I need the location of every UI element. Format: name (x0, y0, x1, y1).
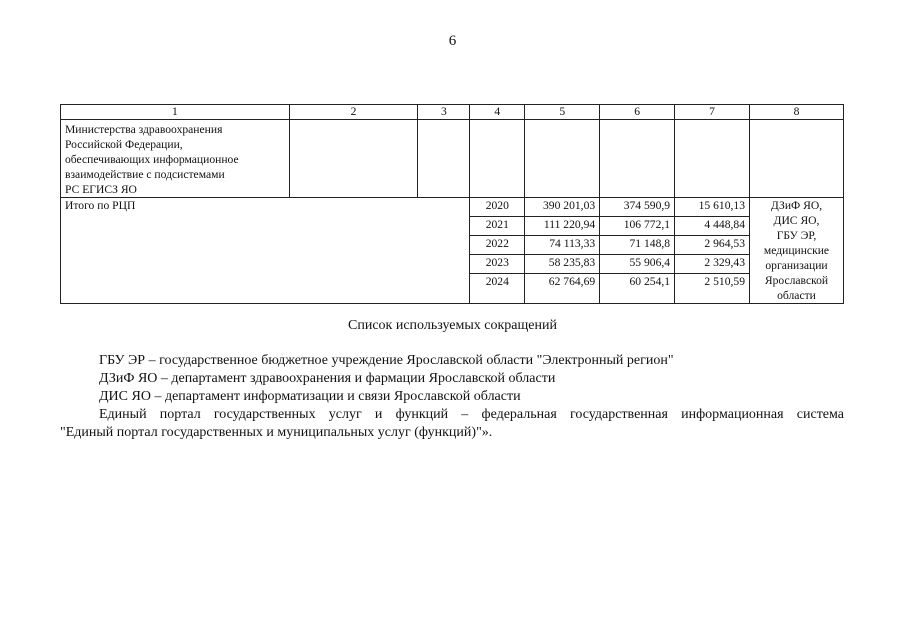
ministry-line: Министерства здравоохранения (65, 123, 223, 136)
abbreviation-item: ГБУ ЭР – государственное бюджетное учреждение Ярославской области "Электронный регион" (99, 353, 674, 368)
ministry-line: Российской Федерации, (65, 138, 183, 151)
header-cell: 2 (289, 105, 418, 120)
abbreviations-title: Список используемых сокращений (348, 318, 557, 333)
header-cell: 1 (61, 105, 290, 120)
page-number: 6 (448, 33, 457, 49)
value-col7: 4 448,84 (675, 217, 750, 236)
executor-line: ДИС ЯО, (773, 214, 820, 227)
empty-cell (289, 120, 418, 198)
year-cell: 2021 (470, 217, 525, 236)
abbreviation-item: ДИС ЯО – департамент информатизации и связи Ярославской области (99, 389, 521, 404)
value-col6: 106 772,1 (600, 217, 675, 236)
value-col5: 74 113,33 (525, 236, 600, 255)
year-cell: 2020 (470, 198, 525, 217)
executor-line: ДЗиФ ЯО, (770, 199, 823, 212)
empty-cell (470, 120, 525, 198)
value-col6: 374 590,9 (600, 198, 675, 217)
value-col6: 60 254,1 (600, 274, 675, 304)
executor-line: Ярославской (764, 274, 829, 287)
program-table (60, 104, 844, 304)
empty-cell (749, 120, 843, 198)
value-col7: 2 510,59 (675, 274, 750, 304)
total-label: Итого по РЦП (61, 198, 470, 304)
abbreviation-item-line2: "Единый портал государственных и муниципальных услуг (функций)"». (60, 425, 493, 440)
value-col6: 55 906,4 (600, 255, 675, 274)
value-col7: 15 610,13 (675, 198, 750, 217)
total-row (61, 198, 844, 217)
value-col7: 2 964,53 (675, 236, 750, 255)
value-col5: 111 220,94 (525, 217, 600, 236)
ministry-cell (61, 120, 290, 198)
value-col5: 58 235,83 (525, 255, 600, 274)
executors-cell (749, 198, 843, 304)
header-cell: 5 (525, 105, 600, 120)
ministry-line: взаимодействие с подсистемами (65, 168, 225, 181)
header-cell: 3 (418, 105, 470, 120)
header-cell: 8 (749, 105, 843, 120)
header-cell: 6 (600, 105, 675, 120)
year-cell: 2023 (470, 255, 525, 274)
executor-line: медицинские (763, 244, 830, 257)
year-cell: 2022 (470, 236, 525, 255)
value-col5: 62 764,69 (525, 274, 600, 304)
ministry-row (61, 120, 844, 198)
abbreviation-item-line1: Единый портал государственных услуг и функций – федеральная государственная информационная система (99, 407, 844, 422)
year-cell: 2024 (470, 274, 525, 304)
ministry-line: РС ЕГИСЗ ЯО (65, 183, 137, 196)
header-cell: 4 (470, 105, 525, 120)
abbreviation-item: ДЗиФ ЯО – департамент здравоохранения и фармации Ярославской области (99, 371, 556, 386)
empty-cell (418, 120, 470, 198)
value-col5: 390 201,03 (525, 198, 600, 217)
table-header-row (61, 105, 844, 120)
value-col7: 2 329,43 (675, 255, 750, 274)
empty-cell (525, 120, 600, 198)
executor-line: области (777, 289, 816, 302)
executor-line: организации (765, 259, 828, 272)
value-col6: 71 148,8 (600, 236, 675, 255)
ministry-line: обеспечивающих информационное (65, 153, 239, 166)
header-cell: 7 (675, 105, 750, 120)
empty-cell (600, 120, 675, 198)
executor-line: ГБУ ЭР, (776, 229, 817, 242)
empty-cell (675, 120, 750, 198)
